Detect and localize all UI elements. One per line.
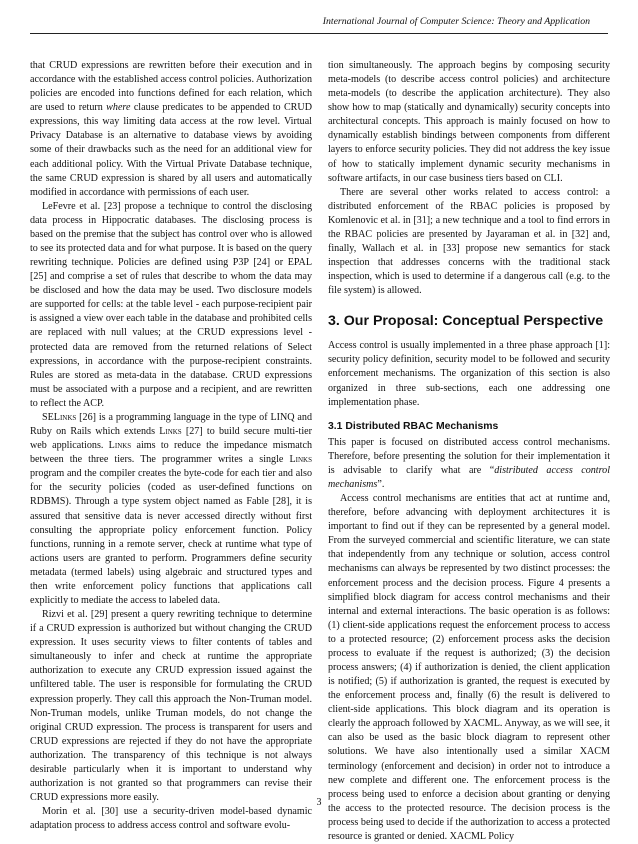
paragraph-mechanisms: Access control mechanisms are entities that act at runtime and, therefore, before advancing with deployment architectures it is important to find out if they can be represented by a general model. From the surveyed commercial and scientific literature, we can state that independently from any technique or solution, access control mechanisms can always be represented by two distinct processes: the enforcement process and the decision process. Figure 4 presents a simplified block diagram for access control mechanisms and their internal and external interactions. The basic operation is as follows: (1) client-side applications request the enforcement process to access to a protected resource; (2) enforcement process asks the decision process to evaluate if the request is authorized; (3) the decision process answers; (4) if authorization is denied, the client application is notified; (5) if authorization is granted, the request is executed by the enforcement process and, finally (6) the result is delivered to client-side applications. This block diagram and its operation is clearly the approach followed by XACML. Anyway, as we will see, it can also be used as the basic block diagram to represent other solutions. We have also intentionally used a similar XACM terminology (enforcement and decision) in order not to introduce a new complete and different one. The enforcement process is the process being used to enforce a decision about granting or denying the access to the protected resource. The decision process is the process being used to decide if the authorization to access a protected resource is granted or denied. XACML Policy: [328, 493, 610, 842]
paragraph-lefevre: LeFevre et al. [23] propose a technique to control the disclosing data process in Hippocratic databases. The disclosing process is based on the premise that the subject has control over who is allowed to see its protected data and for what purpose. It is based on the query rewriting technique. Policies are defined using P3P [24] or EPAL [25] and comprise a set of rules that describe to whom the data may be disclosed and how the data may be used. Two disclosure models are supported for cells: at the table level - each purpose-recipient pair is assigned a view over each table in the database and prohibited cells are replaced with null values; at the CRUD expressions level - protected data are removed from the returned relations of Select expressions, in accordance with the purpose-recipient constraints. Rules are stored as meta-data in the database. CRUD expressions must be associated with a purpose and a recipient, and are rewritten to reflect the ACP.: [30, 200, 312, 409]
paragraph-distributed-intro: This paper is focused on distributed access control mechanisms. Therefore, before presenting the solution for their implementation it is advisable to clarify what are “distributed access control mechanisms”.: [328, 436, 611, 490]
emphasis-distributed: distributed access control mechanisms: [328, 464, 611, 490]
running-header: International Journal of Computer Science: Theory and Application: [322, 16, 590, 27]
paragraph-selinks: SELinks [26] is a programming language in the type of LINQ and Ruby on Rails which extends Links [27] to build secure multi-tier web applications. Links aims to reduce the impedance mismatch between the three tiers. The programmer writes a single Links program and the compiler creates the byte-code for each tier and also for the security policies (coded as user-defined functions on RDBMS). Through a type system object named as Fable [28], it is assured that sensitive data is never accessed directly without first consulting the appropriate policy enforcement function. Policy functions, running in a remote server, check at runtime what type of actions users are granted to perform. Programmers define security metadata (termed labels) using algebraic and structured types and then write enforcement policy functions that applications call explicitly to mediate the access to labeled data.: [30, 411, 313, 606]
paragraph-oracle-vpd: that CRUD expressions are rewritten before their execution and in accordance with the established access control policies. Authorization policies are encoded into functions defined for each relation, which are used to return where clause predicates to be appended to CRUD expressions, this way limiting data access at the row level. Virtual Privacy Database is an alternative to database views by avoiding some of their drawbacks such as the need for an additional view for each additional policy. With the Virtual Private Database technique, the same CRUD expression is shared by all users and automatically modified in accordance with permissions of each user.: [30, 60, 312, 198]
header-rule: [30, 33, 608, 34]
paragraph-section-intro: Access control is usually implemented in a three phase approach [1]: security policy definition, security model to be followed and security enforcement mechanisms. The organization of this section is also organized in three sub-sections, each one addressing one implementation phase.: [328, 340, 610, 408]
left-column: [30, 59, 312, 833]
page-number: 3: [316, 797, 322, 808]
paragraph-morin-continued: tion simultaneously. The approach begins by composing security meta-models (to describe access control policies) and architecture meta-models (to describe the application architecture). They also show how to map (statically and dynamically) security concepts into architectural concepts. This approach is mainly focused on how to dynamically establish bindings between components from different layers to enforce security policies. They did not address the key issue of how to statically implement dynamic security mechanisms in software artifacts, in our case business tiers based on CLI.: [328, 60, 610, 184]
paragraph-morin: Morin et al. [30] use a security-driven model-based dynamic adaptation process to address access control and software evolu-: [30, 806, 312, 832]
paragraph-other-works: There are several other works related to access control: a distributed enforcement of the RBAC policies is proposed by Komlenovic et al. in [31]; a new technique and a tool to find errors in the RBAC policies are presented by Jayaraman et al. in [32] and, finally, Wallach et al. in [33] propose new semantics for stack inspection that addresses concerns with the traditional stack inspection, which is used to determine if a dangerous call (e.g. to the file system) is allowed.: [328, 186, 610, 297]
emphasis-where: where: [106, 102, 131, 114]
section-title: 3. Our Proposal: Conceptual Perspective: [328, 313, 604, 330]
right-column: [328, 59, 610, 844]
subsection-title: 3.1 Distributed RBAC Mechanisms: [328, 420, 499, 432]
paragraph-rizvi: Rizvi et al. [29] present a query rewriting technique to determine if a CRUD expression is authorized but without changing the CRUD expression. It uses security views to filter contents of tables and simultaneously to infer and check at runtime the appropriate authorization to execute any CRUD expression issued against the unfiltered table. The user is responsible for formulating the CRUD expression properly. They call this approach the Non-Truman model. Non-Truman models, unlike Truman models, do not change the original CRUD expression. The process is transparent for users and CRUD expressions are rejected if they do not have the appropriate authorization. The transparency of this technique is not always desirable particularly when it is important to understand why authorization is not granted so that programmers can revise their CRUD expressions more easily.: [30, 609, 312, 804]
